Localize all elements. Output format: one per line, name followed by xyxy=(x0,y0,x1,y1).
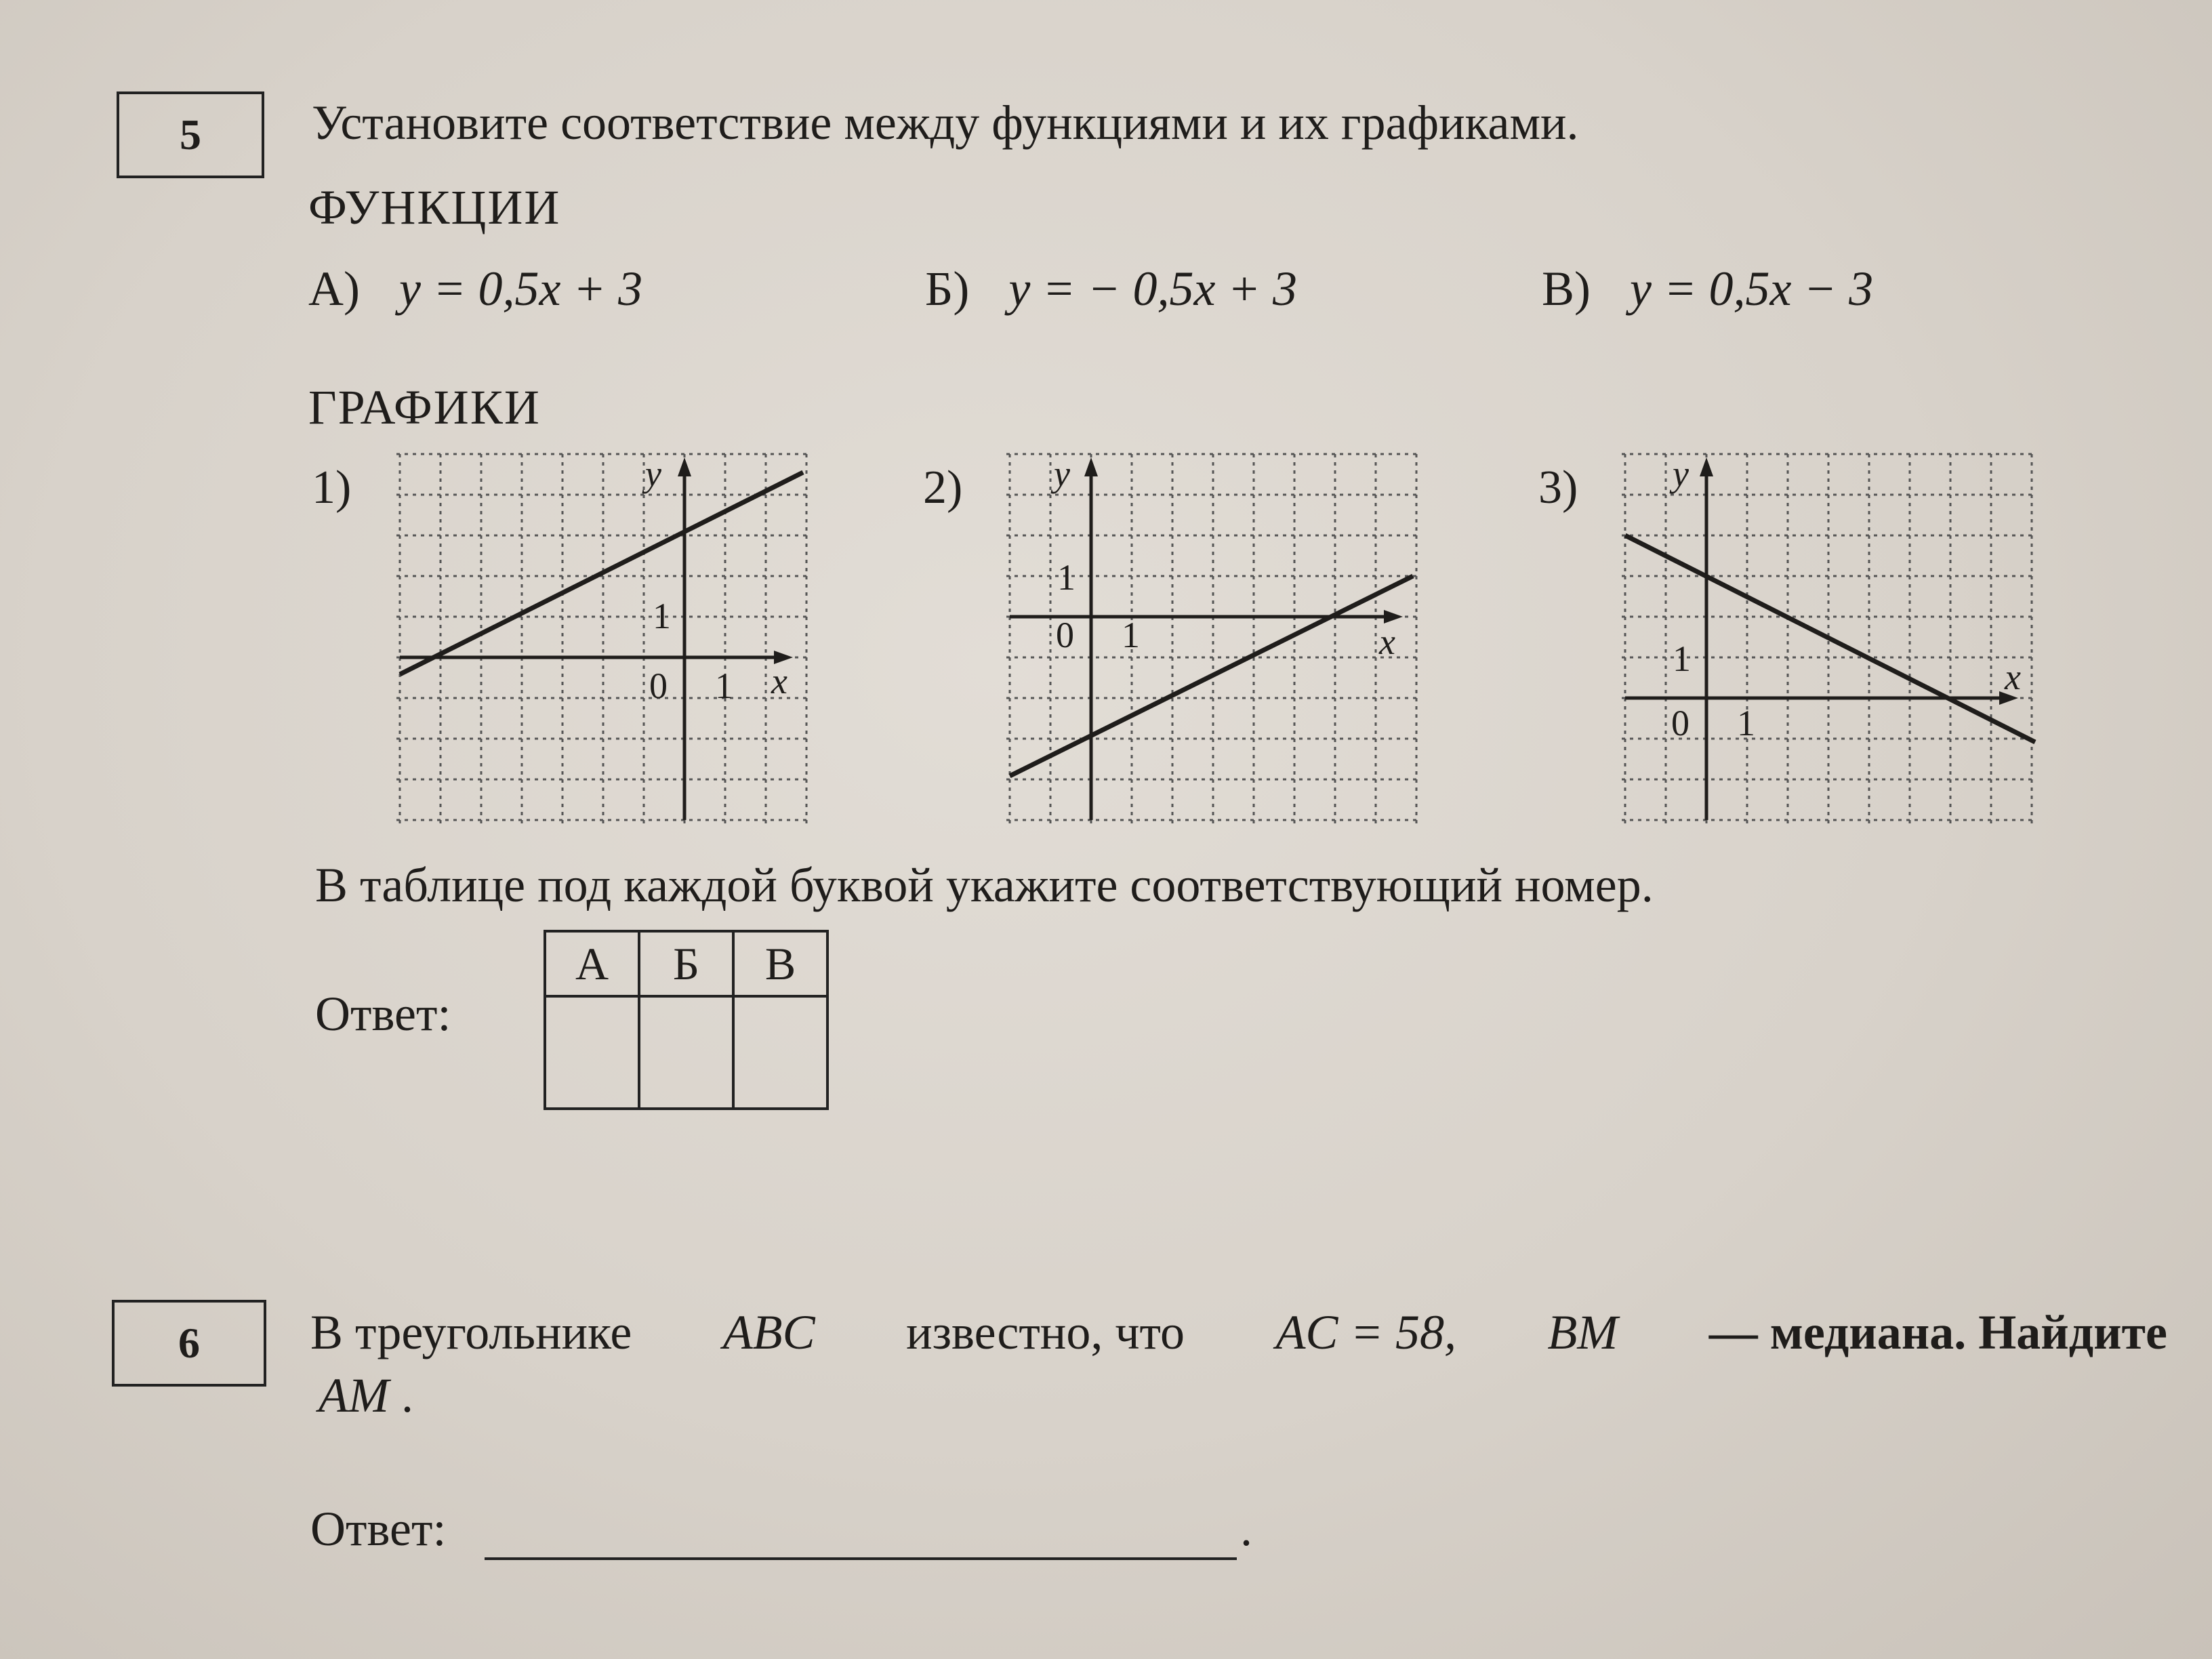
graph-3 xyxy=(1618,451,2039,830)
graph-2-y-label: y xyxy=(1054,453,1070,494)
graph-2-x-label: x xyxy=(1379,621,1395,662)
graph-1-tick-y: 1 xyxy=(653,596,671,636)
graph-2 xyxy=(1003,451,1423,830)
functions-label: ФУНКЦИИ xyxy=(308,180,561,234)
graph-3-y-arrow xyxy=(1700,457,1713,476)
graph-3-number: 3) xyxy=(1538,462,1578,514)
task-5-answer-label: Ответ: xyxy=(315,987,451,1041)
graph-1-y-arrow xyxy=(678,457,691,476)
graph-3-y-label: y xyxy=(1673,453,1689,494)
task-5-instruction: В таблице под каждой буквой укажите соответствующий номер. xyxy=(315,858,1654,912)
function-a xyxy=(308,261,642,317)
answer-cell-v[interactable] xyxy=(733,996,827,1109)
answer-table-value-row xyxy=(545,996,827,1109)
task-6-line-2 xyxy=(319,1368,413,1424)
graph-1-number: 1) xyxy=(312,462,352,514)
task-5-title: Установите соответствие между функциями и их графиками. xyxy=(312,96,1579,150)
task-6-abc: ABC xyxy=(722,1305,815,1359)
task-6-bm: BM xyxy=(1547,1305,1618,1359)
function-a-formula: y = 0,5x + 3 xyxy=(398,262,643,316)
function-b xyxy=(925,261,1297,317)
graph-1-y-label: y xyxy=(645,453,661,494)
graph-2-y-arrow xyxy=(1084,457,1098,476)
task-5-number-box xyxy=(117,91,264,178)
answer-table xyxy=(544,930,829,1110)
task-6-answer-label: Ответ: xyxy=(310,1502,447,1556)
function-b-letter: Б) xyxy=(925,262,970,316)
function-v xyxy=(1542,261,1873,317)
graph-3-origin: 0 xyxy=(1671,703,1689,743)
answer-table-header-b: Б xyxy=(639,931,733,996)
graph-2-number: 2) xyxy=(923,462,963,514)
graphs-label: ГРАФИКИ xyxy=(308,380,541,434)
task-6-line-1 xyxy=(310,1305,2167,1361)
task-6-period: . xyxy=(401,1368,413,1422)
graph-3-tick-x: 1 xyxy=(1737,703,1755,743)
task-6-number: 6 xyxy=(178,1319,200,1367)
task-6-text-1: В треугольнике xyxy=(310,1305,632,1359)
answer-table-header-v: В xyxy=(733,931,827,996)
graph-1-grid xyxy=(396,454,806,823)
graph-2-tick-y: 1 xyxy=(1057,557,1076,598)
function-a-letter: А) xyxy=(308,262,360,316)
task-6-text-2: известно, что xyxy=(906,1305,1185,1359)
task-6-number-box xyxy=(112,1300,266,1387)
answer-table-header-a: А xyxy=(545,931,639,996)
task-6-answer-end: . xyxy=(1240,1502,1252,1556)
answer-cell-b[interactable] xyxy=(639,996,733,1109)
graph-1-function-line xyxy=(400,472,803,674)
graph-1-x-label: x xyxy=(771,661,787,701)
graph-1 xyxy=(393,451,813,830)
task-6-text-3: — медиана. Найдите xyxy=(1708,1305,2167,1359)
function-b-formula: y = − 0,5x + 3 xyxy=(1008,262,1297,316)
function-v-formula: y = 0,5x − 3 xyxy=(1630,262,1874,316)
task-6-ac-eq: AC = 58, xyxy=(1275,1305,1457,1359)
graph-2-tick-x: 1 xyxy=(1122,615,1140,655)
graph-1-origin: 0 xyxy=(649,665,668,706)
answer-cell-a[interactable] xyxy=(545,996,639,1109)
task-6-answer-blank[interactable] xyxy=(485,1504,1237,1560)
graph-2-origin: 0 xyxy=(1056,615,1074,655)
graph-3-tick-y: 1 xyxy=(1673,638,1691,679)
function-v-letter: В) xyxy=(1542,262,1591,316)
answer-table-header-row xyxy=(545,931,827,996)
graph-1-tick-x: 1 xyxy=(715,665,733,706)
task-6-am: AM xyxy=(319,1368,389,1422)
task-5-number: 5 xyxy=(180,110,201,159)
graph-2-function-line xyxy=(1010,576,1413,776)
graph-3-x-label: x xyxy=(2005,657,2021,697)
